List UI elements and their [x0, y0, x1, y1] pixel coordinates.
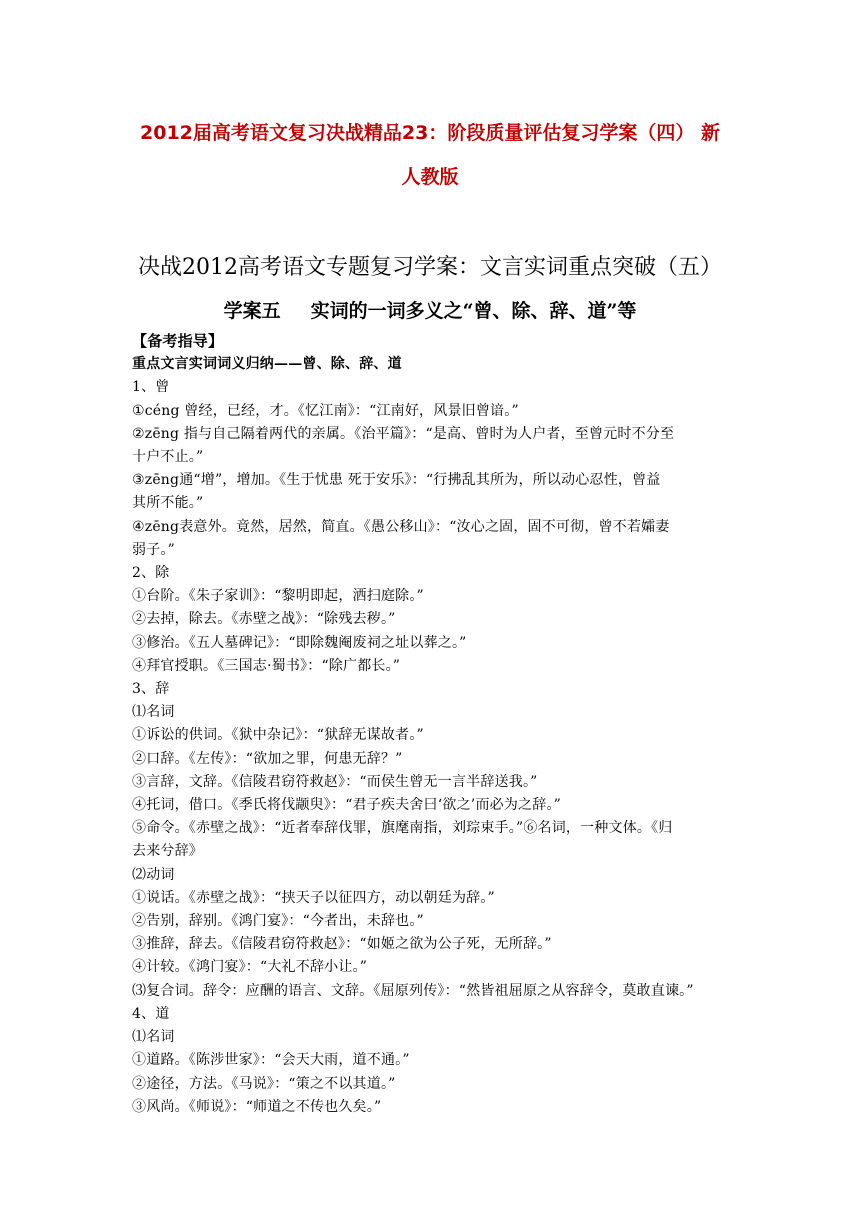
text-line: ①道路。《陈涉世家》：“会天大雨，道不通。”: [132, 1052, 410, 1069]
text-line: ②zēng 指与自己隔着两代的亲属。《治平篇》：“是高、曾时为人户者，至曾元时不分至: [132, 425, 675, 442]
text-line: ③言辞，文辞。《信陵君窃符救赵》：“而侯生曾无一言半辞送我。”: [132, 773, 538, 790]
document-title-line1: 2012届高考语文复习决战精品23：阶段质量评估复习学案（四） 新: [140, 122, 720, 144]
body-content: [132, 330, 738, 1119]
document-title-line2: 人教版: [401, 166, 459, 188]
guidance-heading: 【备考指导】: [132, 332, 224, 350]
text-line: ①说话。《赤壁之战》：“挟天子以征四方，动以朝廷为辞。”: [132, 889, 495, 906]
subtitle-lesson-number: 学案五: [223, 300, 281, 322]
text-line: ②口辞。《左传》：“欲加之罪，何患无辞？”: [132, 750, 403, 767]
text-line: ⑤命令。《赤壁之战》：“近者奉辞伐罪，旗麾南指，刘琮束手。”⑥名词，一种文体。《归: [132, 820, 673, 837]
text-line: ③修治。《五人墓碑记》：“即除魏阉废祠之址以葬之。”: [132, 634, 467, 651]
text-line: ①诉讼的供词。《狱中杂记》：“狱辞无谋故者。”: [132, 727, 424, 744]
entry-heading: 2、除: [132, 565, 170, 582]
text-line: ④计较。《鸿门宴》：“大礼不辞小让。”: [132, 959, 368, 976]
text-line: ②去掉，除去。《赤壁之战》：“除残去秽。”: [132, 611, 396, 628]
text-line: 十户不止。”: [132, 449, 204, 466]
lesson-subtitle: [110, 296, 750, 323]
subtitle-topic: 实词的一词多义之“曾、除、辞、道”等: [310, 300, 637, 322]
entry-heading: 1、曾: [132, 379, 170, 396]
category-heading: ⑵动词: [132, 866, 175, 883]
text-line: 去来兮辞》: [132, 843, 203, 860]
category-heading: ⑴名词: [132, 1029, 175, 1046]
entry-heading: 4、道: [132, 1005, 170, 1022]
section-title: 决战2012高考语文专题复习学案：文言实词重点突破（五）: [138, 255, 722, 280]
text-line: ②告别，辞别。《鸿门宴》：“今者出，未辞也。”: [132, 913, 424, 930]
text-line: ④托词，借口。《季氏将伐颛臾》：“君子疾夫舍曰‘欲之’而必为之辞。”: [132, 797, 562, 814]
text-line: 弱子。”: [132, 541, 175, 558]
text-line: ③风尚。《师说》：“师道之不传也久矣。”: [132, 1098, 382, 1115]
text-line: ③推辞，辞去。《信陵君窃符救赵》：“如姬之欲为公子死，无所辞。”: [132, 936, 552, 953]
text-line: 其所不能。”: [132, 495, 204, 512]
text-line: ③zēng通“增”，增加。《生于忧患 死于安乐》：“行拂乱其所为，所以动心忍性，曾益: [132, 472, 661, 489]
text-line: ④zēng表意外。竟然，居然，简直。《愚公移山》：“汝心之固，固不可彻，曾不若孀妻: [132, 518, 670, 535]
category-heading: ⑴名词: [132, 704, 175, 721]
text-line: ②途径，方法。《马说》：“策之不以其道。”: [132, 1075, 396, 1092]
summary-heading: 重点文言实词词义归纳——曾、除、辞、道: [132, 356, 402, 373]
text-line: ④拜官授职。《三国志·蜀书》：“除广都长。”: [132, 657, 401, 674]
text-line: ⑶复合词。辞令：应酬的语言、文辞。《屈原列传》：“然皆祖屈原之从容辞令，莫敢直谏。”: [132, 982, 694, 999]
entry-heading: 3、辞: [132, 681, 170, 698]
text-line: ①台阶。《朱子家训》：“黎明即起，洒扫庭除。”: [132, 588, 424, 605]
text-line: ①céng 曾经，已经，才。《忆江南》：“江南好，风景旧曾谙。”: [132, 402, 519, 419]
